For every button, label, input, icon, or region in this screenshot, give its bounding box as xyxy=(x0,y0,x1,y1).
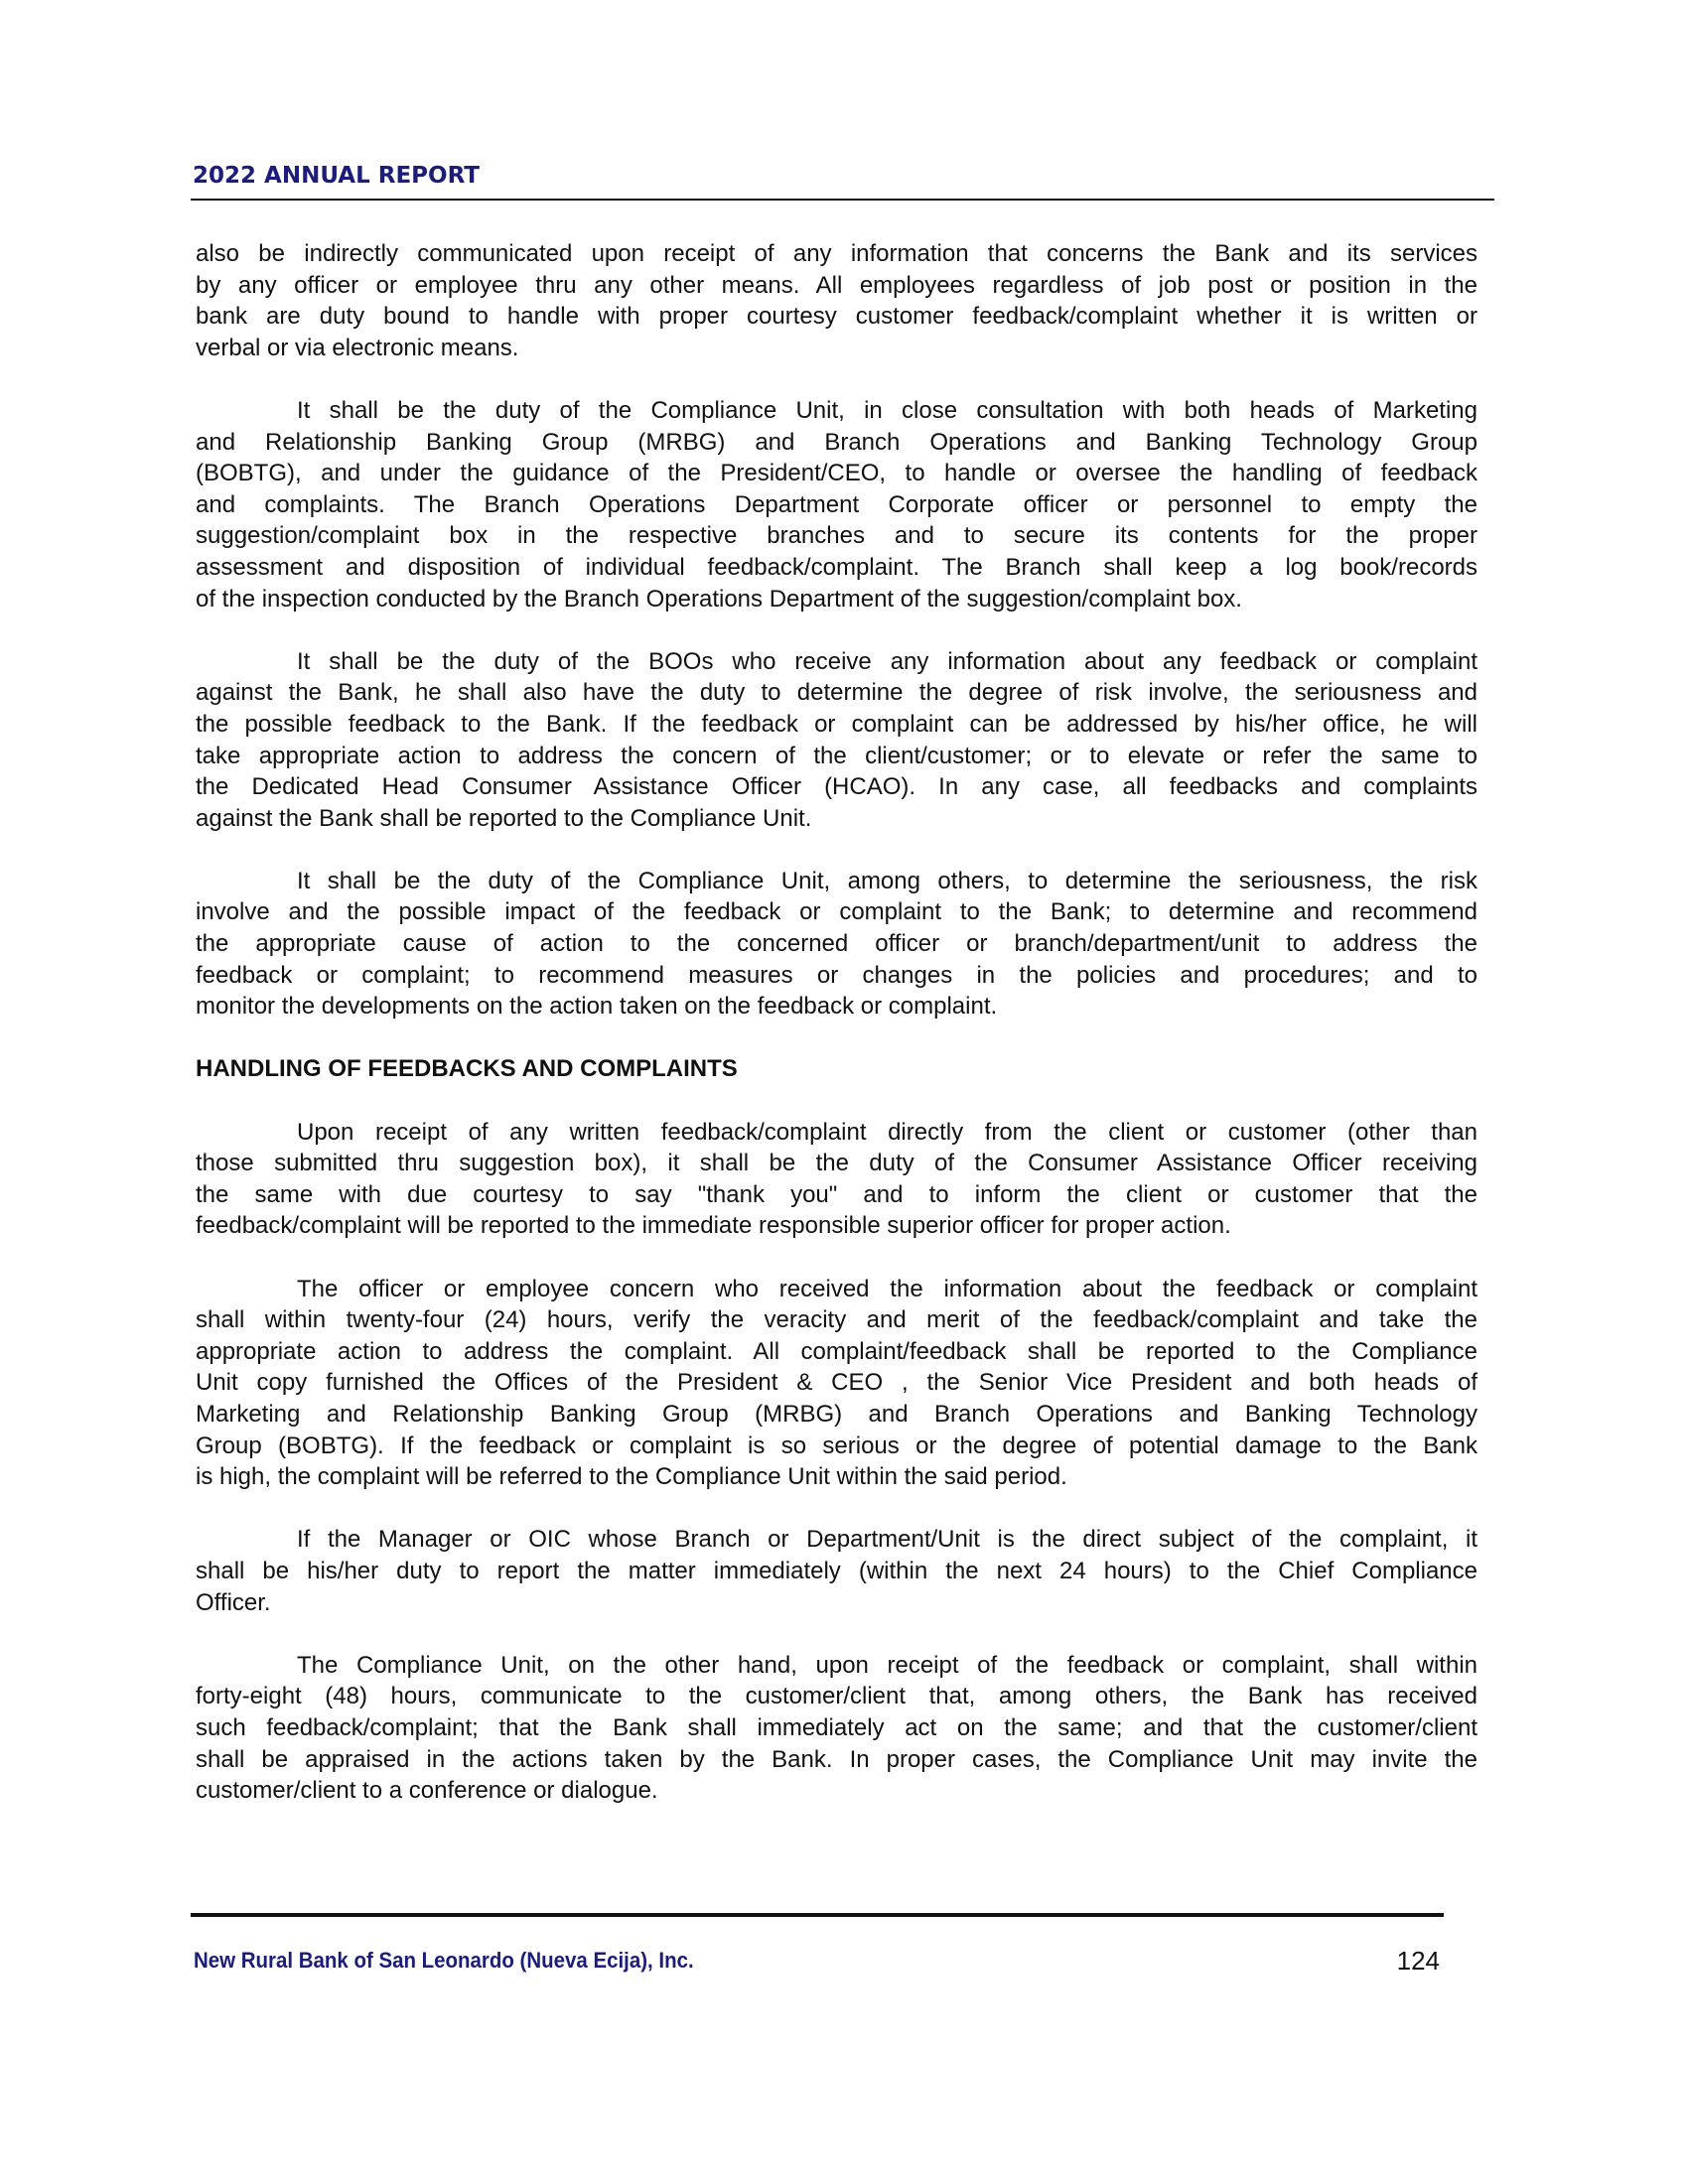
paragraph-line: Upon receipt of any written feedback/complaint directly from the client or customer (other than xyxy=(297,1118,1477,1146)
paragraph-line: Marketing and Relationship Banking Group (MRBG) and Branch Operations and Banking Technology xyxy=(196,1400,1477,1428)
paragraph-line: (BOBTG), and under the guidance of the President/CEO, to handle or oversee the handling of feedback xyxy=(196,460,1477,487)
paragraph-line: the possible feedback to the Bank. If the feedback or complaint can be addressed by his/her office, he will xyxy=(196,710,1477,738)
paragraph-line: against the Bank, he shall also have the duty to determine the degree of risk involve, the seriousness and xyxy=(196,679,1477,707)
report-header-title: 2022 ANNUAL REPORT xyxy=(193,163,480,189)
paragraph xyxy=(196,1650,1477,1807)
paragraph-line: feedback/complaint will be reported to the immediate responsible superior officer for proper action. xyxy=(196,1212,1231,1240)
paragraph-line: take appropriate action to address the concern of the client/customer; or to elevate or refer the same to xyxy=(196,742,1477,769)
paragraphs-after-heading xyxy=(196,1117,1477,1807)
paragraph-line: is high, the complaint will be referred to the Compliance Unit within the said period. xyxy=(196,1463,1067,1491)
paragraph-line: involve and the possible impact of the feedback or complaint to the Bank; to determine and recommend xyxy=(196,898,1477,926)
paragraph-line: also be indirectly communicated upon receipt of any information that concerns the Bank and its services xyxy=(196,240,1477,267)
paragraph-line: It shall be the duty of the BOOs who receive any information about any feedback or complaint xyxy=(297,647,1477,675)
footer-organization-name: New Rural Bank of San Leonardo (Nueva Ecija), Inc. xyxy=(194,1948,694,1973)
paragraph-line: If the Manager or OIC whose Branch or Department/Unit is the direct subject of the complaint, it xyxy=(297,1526,1477,1554)
paragraph-line: The Compliance Unit, on the other hand, upon receipt of the feedback or complaint, shall within xyxy=(297,1651,1477,1679)
paragraph-line: suggestion/complaint box in the respective branches and to secure its contents for the proper xyxy=(196,522,1477,550)
page-body xyxy=(196,238,1477,1838)
paragraph-line: the appropriate cause of action to the concerned officer or branch/department/unit to address the xyxy=(196,930,1477,958)
footer-divider xyxy=(191,1913,1444,1917)
paragraph xyxy=(196,646,1477,835)
paragraph-line: Officer. xyxy=(196,1588,271,1616)
paragraph xyxy=(196,1274,1477,1493)
paragraph-line: assessment and disposition of individual feedback/complaint. The Branch shall keep a log book/records xyxy=(196,553,1477,581)
paragraph-line: verbal or via electronic means. xyxy=(196,334,519,361)
paragraph-line: Unit copy furnished the Offices of the President & CEO , the Senior Vice President and both heads of xyxy=(196,1369,1477,1397)
paragraph-line: of the inspection conducted by the Branch Operations Department of the suggestion/complaint box. xyxy=(196,585,1242,613)
paragraph-line: forty-eight (48) hours, communicate to the customer/client that, among others, the Bank has received xyxy=(196,1683,1477,1710)
paragraph-line: against the Bank shall be reported to the Compliance Unit. xyxy=(196,804,812,832)
paragraph-line: It shall be the duty of the Compliance Unit, in close consultation with both heads of Marketing xyxy=(297,396,1477,424)
paragraph-line: feedback or complaint; to recommend measures or changes in the policies and procedures; and to xyxy=(196,961,1477,989)
paragraph-line: bank are duty bound to handle with proper courtesy customer feedback/complaint whether it is written or xyxy=(196,303,1477,331)
paragraph-line: monitor the developments on the action taken on the feedback or complaint. xyxy=(196,993,998,1021)
paragraph-line: and Relationship Banking Group (MRBG) and Branch Operations and Banking Technology Group xyxy=(196,428,1477,456)
paragraph-line: It shall be the duty of the Compliance Unit, among others, to determine the seriousness, the risk xyxy=(297,867,1477,894)
page-number: 124 xyxy=(1396,1946,1440,1976)
paragraph xyxy=(196,1117,1477,1242)
paragraph xyxy=(196,866,1477,1023)
paragraph xyxy=(196,238,1477,363)
paragraphs-before-heading xyxy=(196,238,1477,1023)
header-divider xyxy=(191,199,1494,201)
section-heading: HANDLING OF FEEDBACKS AND COMPLAINTS xyxy=(196,1055,738,1083)
paragraph-line: such feedback/complaint; that the Bank shall immediately act on the same; and that the customer/client xyxy=(196,1713,1477,1741)
paragraph-line: the same with due courtesy to say "thank you" and to inform the client or customer that the xyxy=(196,1180,1477,1208)
paragraph-line: The officer or employee concern who received the information about the feedback or complaint xyxy=(297,1275,1477,1302)
paragraph-line: shall within twenty-four (24) hours, verify the veracity and merit of the feedback/complaint and take the xyxy=(196,1306,1477,1334)
paragraph-line: shall be his/her duty to report the matter immediately (within the next 24 hours) to the Chief Compliance xyxy=(196,1557,1477,1584)
paragraph-line: shall be appraised in the actions taken by the Bank. In proper cases, the Compliance Unit may invite the xyxy=(196,1745,1477,1773)
paragraph-line: and complaints. The Branch Operations Department Corporate officer or personnel to empty the xyxy=(196,490,1477,518)
paragraph-line: the Dedicated Head Consumer Assistance Officer (HCAO). In any case, all feedbacks and complaints xyxy=(196,773,1477,801)
paragraph-line: Group (BOBTG). If the feedback or complaint is so serious or the degree of potential damage to the Bank xyxy=(196,1432,1477,1459)
paragraph-line: appropriate action to address the complaint. All complaint/feedback shall be reported to the Compliance xyxy=(196,1337,1477,1365)
paragraph-line: by any officer or employee thru any other means. All employees regardless of job post or position in the xyxy=(196,271,1477,299)
paragraph xyxy=(196,1524,1477,1618)
paragraph-line: customer/client to a conference or dialogue. xyxy=(196,1777,658,1805)
paragraph xyxy=(196,395,1477,614)
paragraph-line: those submitted thru suggestion box), it shall be the duty of the Consumer Assistance Officer receiving xyxy=(196,1150,1477,1177)
